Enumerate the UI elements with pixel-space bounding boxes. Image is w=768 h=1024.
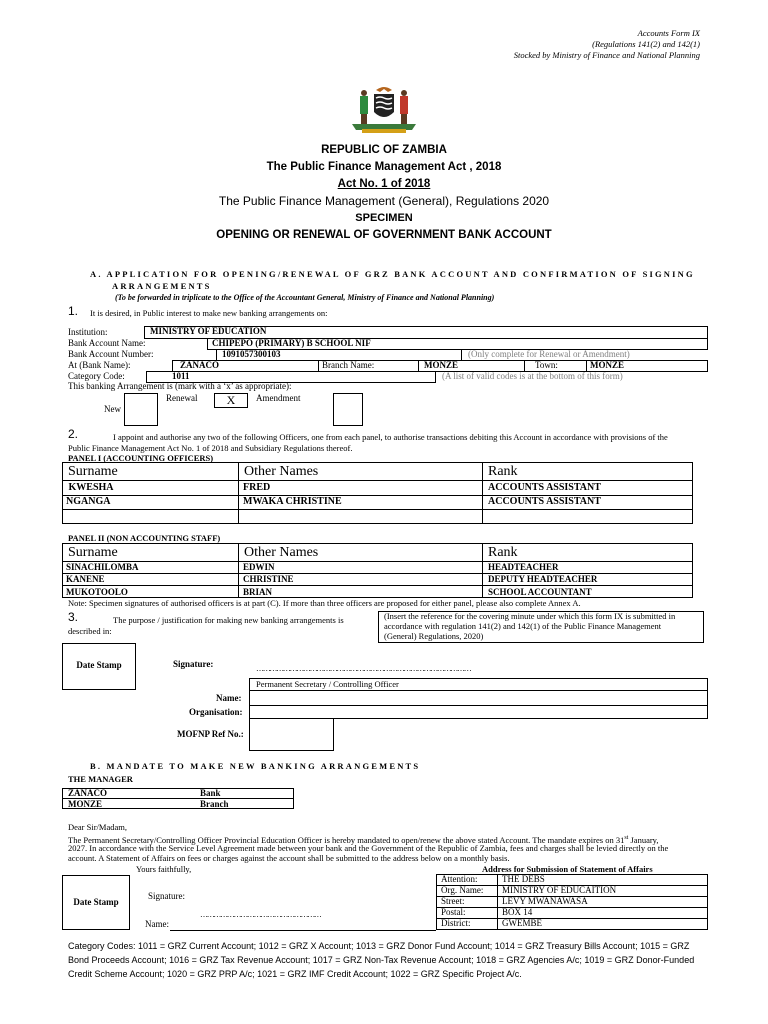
signature-line[interactable]: …………………………………………………………………………………… [256, 664, 471, 673]
mandate-branch-label: Branch [200, 799, 229, 809]
option-amendment-label: Amendment [256, 393, 301, 403]
category-codes-line3: Credit Scheme Account; 1020 = GRZ PRP A/c; 1021 = GRZ IMF Credit Account; 1022 = GRZ Specific Project A/c. [68, 969, 522, 979]
address-street-label: Street: [441, 896, 465, 906]
panel-2-table [62, 543, 693, 598]
town-label: Town: [535, 360, 558, 370]
panel-2-row-3-other-names[interactable]: BRIAN [243, 587, 273, 597]
item-2-text-line1: I appoint and authorise any two of the following Officers, one from each panel, to authorise transactions debiting this Account in accordance with provisions of the [113, 432, 668, 442]
section-b-heading: B. MANDATE TO MAKE NEW BANKING ARRANGEMENTS [90, 761, 421, 771]
category-codes [68, 939, 694, 981]
form-title: OPENING OR RENEWAL OF GOVERNMENT BANK ACCOUNT [216, 229, 552, 241]
panel-2-row-2-rank[interactable]: DEPUTY HEADTEACHER [488, 574, 598, 584]
category-note: (A list of valid codes is at the bottom of this form) [442, 371, 623, 381]
salutation: Dear Sir/Madam, [68, 822, 128, 832]
mandate-paragraph-line3: account. A Statement of Affairs on fees or charges against the account shall be submitted to the address below on a monthly basis. [68, 853, 510, 863]
panel-2-row-3-rank[interactable]: SCHOOL ACCOUNTANT [488, 587, 592, 597]
address-org-value[interactable]: MINISTRY OF EDUCAITION [502, 885, 617, 895]
signature-label: Signature: [173, 659, 214, 669]
address-district-label: District: [441, 918, 471, 928]
option-renewal-label: Renewal [166, 393, 198, 403]
panel-2-title: PANEL II (NON ACCOUNTING STAFF) [68, 533, 221, 543]
mandate-paragraph-line1: The Permanent Secretary/Controlling Officer Provincial Education Officer is hereby mandated to open/renew the above stated Account. The mandate expires on 31st January, [68, 834, 659, 845]
item-2-number: 2. [68, 427, 79, 441]
specimen-title: SPECIMEN [355, 212, 413, 224]
option-new-checkbox[interactable] [124, 393, 158, 426]
address-attention-value[interactable]: THE DEBS [502, 874, 545, 884]
item-3-reference-line1: (Insert the reference for the covering minute under which this form IX is submitted in [384, 611, 676, 621]
section-a-heading: A. APPLICATION FOR OPENING/RENEWAL OF GRZ BANK ACCOUNT AND CONFIRMATION OF SIGNING ARRANGEMENTS [90, 269, 695, 291]
mandate-date-stamp-label: Date Stamp [73, 897, 119, 907]
permanent-secretary-label: Permanent Secretary / Controlling Officer [256, 679, 399, 689]
branch-value: MONZE [424, 360, 459, 370]
panel-1-row-2-rank[interactable]: ACCOUNTS ASSISTANT [488, 496, 601, 507]
section-a-note: (To be forwarded in triplicate to the Office of the Accountant General, Ministry of Finance and National Planning) [115, 293, 495, 302]
bank-name-value: ZANACO [180, 360, 220, 370]
item-1-text: It is desired, in Public interest to make new banking arrangements on: [90, 308, 328, 318]
option-new-label: New [104, 404, 121, 414]
panel-2-row-3-surname[interactable]: MUKOTOOLO [66, 587, 128, 597]
item-3-reference-line2: accordance with regulation 141(2) and 142(1) of the Public Finance Management [384, 621, 662, 631]
form-number: Accounts Form IX [637, 28, 700, 38]
category-value: 1011 [172, 371, 190, 381]
panel-1-row-1-surname[interactable]: KWESHA [66, 482, 114, 493]
mandate-name-label: Name: [145, 919, 169, 929]
branch-label: Branch Name: [322, 360, 375, 370]
coat-of-arms-emblem [346, 84, 422, 134]
date-stamp-label: Date Stamp [76, 660, 122, 670]
panel-1-table [62, 462, 693, 524]
address-postal-value[interactable]: BOX 14 [502, 907, 533, 917]
name-label: Name: [216, 693, 242, 703]
mandate-signature-line[interactable]: ……………………………………………… [200, 910, 321, 919]
item-3-reference-line3: (General) Regulations, 2020) [384, 631, 484, 641]
address-district-value[interactable]: GWEMBE [502, 918, 542, 928]
panel-1-header-rank: Rank [488, 464, 518, 479]
yours-faithfully: Yours faithfully, [136, 864, 192, 874]
form-reference [514, 28, 700, 61]
category-label: Category Code: [68, 371, 125, 381]
panel-1-row-1-rank[interactable]: ACCOUNTS ASSISTANT [488, 482, 601, 493]
address-org-label: Org. Name: [441, 885, 484, 895]
institution-label: Institution: [68, 327, 108, 337]
mandate-bank-value[interactable]: ZANACO [68, 788, 108, 798]
act-number: Act No. 1 of 2018 [337, 178, 431, 190]
mandate-paragraph-line2: 2027. In accordance with the Service Level Agreement made between your bank and the Government of the Republic of Zambia, fees and charges shall be levied directly on the [68, 843, 669, 853]
item-3-text-line1: The purpose / justification for making new banking arrangements is [113, 615, 344, 625]
panel-1-row-2-other-names[interactable]: MWAKA CHRISTINE [243, 496, 342, 507]
panel-2-row-1-other-names[interactable]: EDWIN [243, 562, 275, 572]
address-attention-label: Attention: [441, 874, 478, 884]
panel-2-row-1-rank[interactable]: HEADTEACHER [488, 562, 559, 572]
account-number-note: (Only complete for Renewal or Amendment) [468, 349, 630, 359]
item-2-text-line2: Public Finance Management Act No. 1 of 2018 and Subsidiary Regulations thereof. [68, 443, 353, 453]
address-title: Address for Submission of Statement of Affairs [482, 864, 653, 874]
panel-2-header-rank: Rank [488, 545, 518, 560]
bank-label: At (Bank Name): [68, 360, 131, 370]
panel-2-header-surname: Surname [68, 545, 118, 560]
panel-1-header-other-names: Other Names [244, 464, 319, 479]
account-name-value: CHIPEPO (PRIMARY) B SCHOOL NIF [212, 338, 371, 348]
mandate-bank-label: Bank [200, 788, 221, 798]
category-codes-line2: Bond Proceeds Account; 1016 = GRZ Tax Revenue Account; 1017 = GRZ Non-Tax Revenue Account; 1018 = GRZ Agencies A/c; 1019 = GRZ Donor-Funded [68, 955, 695, 965]
option-renewal-mark: X [226, 393, 236, 407]
panel-2-row-2-surname[interactable]: KANENE [66, 574, 105, 584]
panel-2-row-1-surname[interactable]: SINACHILOMBA [66, 562, 139, 572]
item-3-number: 3. [68, 610, 79, 624]
mandate-signature-label: Signature: [148, 891, 185, 901]
panel-2-note: Note: Specimen signatures of authorised officers is at part (C). If more than three officers are proposed for either panel, please also complete Annex A. [68, 598, 581, 608]
item-1-number: 1. [68, 304, 79, 318]
act-title: The Public Finance Management Act , 2018 [266, 161, 502, 173]
stocked-by: Stocked by Ministry of Finance and National Planning [513, 50, 700, 60]
panel-1-row-1-other-names[interactable]: FRED [243, 482, 271, 493]
account-name-label: Bank Account Name: [68, 338, 146, 348]
panel-2-row-2-other-names[interactable]: CHRISTINE [243, 574, 294, 584]
institution-value: MINISTRY OF EDUCATION [150, 326, 267, 336]
title-block [0, 142, 768, 244]
address-postal-label: Postal: [441, 907, 466, 917]
mofnp-ref-label: MOFNP Ref No.: [177, 729, 244, 739]
account-number-value: 1091057300103 [222, 349, 281, 359]
regulations-title: The Public Finance Management (General), Regulations 2020 [218, 194, 550, 208]
mandate-branch-value[interactable]: MONZE [68, 799, 103, 809]
republic-title: REPUBLIC OF ZAMBIA [321, 144, 447, 156]
regulations-ref: (Regulations 141(2) and 142(1) [592, 39, 700, 49]
panel-1-row-2-surname[interactable]: NGANGA [66, 496, 111, 507]
mofnp-ref-field[interactable] [249, 718, 334, 751]
panel-2-header-other-names: Other Names [244, 545, 319, 560]
option-amendment-checkbox[interactable] [333, 393, 363, 426]
panel-1-title: PANEL I (ACCOUNTING OFFICERS) [68, 453, 214, 463]
organisation-label: Organisation: [189, 707, 243, 717]
address-street-value[interactable]: LEVY MWANAWASA [502, 896, 588, 906]
item-3-text-line2: described in: [68, 626, 112, 636]
account-number-label: Bank Account Number: [68, 349, 154, 359]
panel-1-header-surname: Surname [68, 464, 118, 479]
manager-label: THE MANAGER [68, 774, 133, 784]
arrangement-text: This banking Arrangement is (mark with a ‘x’ as appropriate): [68, 381, 292, 391]
town-value: MONZE [590, 360, 625, 370]
category-codes-line1: Category Codes: 1011 = GRZ Current Account; 1012 = GRZ X Account; 1013 = GRZ Donor Fund Account; 1014 = GRZ Treasury Bills Account; 1015 = GRZ [68, 941, 690, 951]
